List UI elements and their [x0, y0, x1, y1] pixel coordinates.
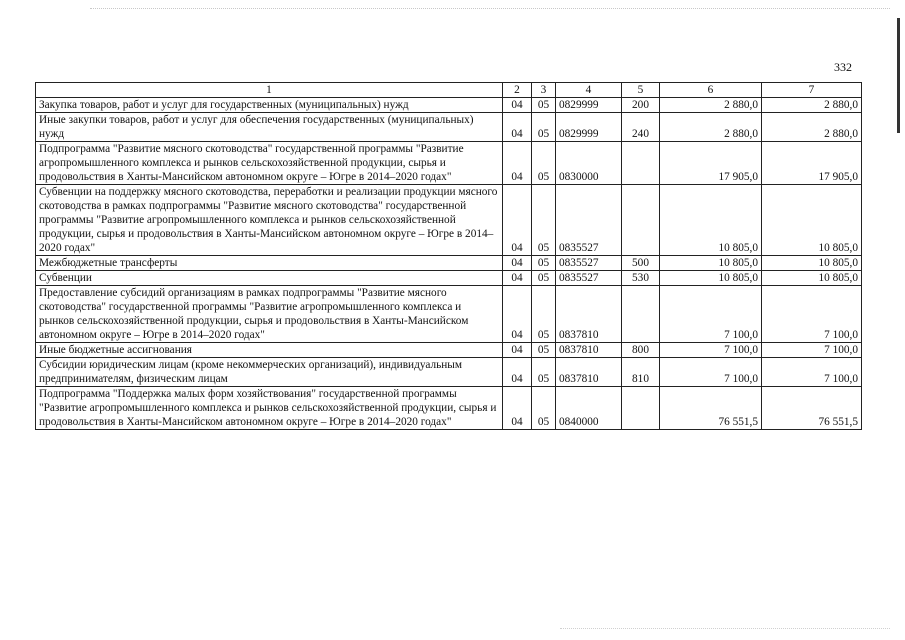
- table-row: [36, 98, 862, 113]
- expense-type-code: 240: [622, 113, 660, 142]
- row-description: Субвенции: [36, 271, 503, 286]
- column-header: 6: [660, 83, 762, 98]
- target-article-code: 0835527: [556, 271, 622, 286]
- amount-col-7: 2 880,0: [762, 98, 862, 113]
- section-code: 04: [503, 256, 532, 271]
- expense-type-code: 200: [622, 98, 660, 113]
- amount-col-7: 7 100,0: [762, 358, 862, 387]
- expense-type-code: 810: [622, 358, 660, 387]
- amount-col-6: 2 880,0: [660, 113, 762, 142]
- row-description: Межбюджетные трансферты: [36, 256, 503, 271]
- column-header: 7: [762, 83, 862, 98]
- subsection-code: 05: [532, 387, 556, 430]
- page-number: 332: [834, 60, 852, 74]
- amount-col-6: 10 805,0: [660, 271, 762, 286]
- expense-type-code: [622, 142, 660, 185]
- expense-type-code: 530: [622, 271, 660, 286]
- table-row: [36, 271, 862, 286]
- section-code: 04: [503, 185, 532, 256]
- amount-col-6: 7 100,0: [660, 343, 762, 358]
- table-header: [36, 83, 862, 98]
- expense-type-code: 800: [622, 343, 660, 358]
- amount-col-7: 10 805,0: [762, 256, 862, 271]
- expense-type-code: [622, 185, 660, 256]
- scan-artifact-edge: [897, 18, 900, 133]
- section-code: 04: [503, 98, 532, 113]
- target-article-code: 0835527: [556, 256, 622, 271]
- column-header: 1: [36, 83, 503, 98]
- amount-col-6: 76 551,5: [660, 387, 762, 430]
- subsection-code: 05: [532, 286, 556, 343]
- section-code: 04: [503, 286, 532, 343]
- row-description: Иные закупки товаров, работ и услуг для обеспечения государственных (муниципальных) нужд: [36, 113, 503, 142]
- amount-col-7: 7 100,0: [762, 286, 862, 343]
- column-header: 4: [556, 83, 622, 98]
- amount-col-7: 2 880,0: [762, 113, 862, 142]
- subsection-code: 05: [532, 185, 556, 256]
- table-row: [36, 343, 862, 358]
- amount-col-6: 17 905,0: [660, 142, 762, 185]
- amount-col-6: 10 805,0: [660, 256, 762, 271]
- table-row: [36, 185, 862, 256]
- target-article-code: 0835527: [556, 185, 622, 256]
- table-row: [36, 286, 862, 343]
- expense-type-code: 500: [622, 256, 660, 271]
- amount-col-7: 76 551,5: [762, 387, 862, 430]
- table-row: [36, 387, 862, 430]
- subsection-code: 05: [532, 343, 556, 358]
- subsection-code: 05: [532, 98, 556, 113]
- amount-col-7: 7 100,0: [762, 343, 862, 358]
- amount-col-6: 10 805,0: [660, 185, 762, 256]
- amount-col-6: 7 100,0: [660, 358, 762, 387]
- subsection-code: 05: [532, 113, 556, 142]
- row-description: Подпрограмма "Развитие мясного скотоводства" государственной программы "Развитие агропромышленного комплекса и рынков сельскохозяйственной продукции, сырья и продовольствия в Ханты-Мансийском автономном округе – Югре в 2014–2020 годах": [36, 142, 503, 185]
- table-row: [36, 256, 862, 271]
- column-header: 2: [503, 83, 532, 98]
- amount-col-7: 10 805,0: [762, 271, 862, 286]
- row-description: Закупка товаров, работ и услуг для государственных (муниципальных) нужд: [36, 98, 503, 113]
- section-code: 04: [503, 343, 532, 358]
- section-code: 04: [503, 113, 532, 142]
- amount-col-6: 2 880,0: [660, 98, 762, 113]
- budget-table: [35, 82, 862, 430]
- target-article-code: 0837810: [556, 358, 622, 387]
- row-description: Подпрограмма "Поддержка малых форм хозяйствования" государственной программы "Развитие агропромышленного комплекса и рынков сельскохозяйственной продукции, сырья и продовольствия в Ханты-Мансийском автономном округе – Югре в 2014–2020 годах": [36, 387, 503, 430]
- column-header: 5: [622, 83, 660, 98]
- row-description: Субвенции на поддержку мясного скотоводства, переработки и реализации продукции мясного скотоводства в рамках подпрограммы "Развитие мясного скотоводства" государственной программы "Развитие агропромышленного комплекса и рынков сельскохозяйственной продукции, сырья и продовольствия в Ханты-Мансийском автономном округе – Югре в 2014–2020 годах": [36, 185, 503, 256]
- amount-col-6: 7 100,0: [660, 286, 762, 343]
- table-row: [36, 142, 862, 185]
- amount-col-7: 17 905,0: [762, 142, 862, 185]
- subsection-code: 05: [532, 142, 556, 185]
- subsection-code: 05: [532, 271, 556, 286]
- scan-artifact-top: [90, 8, 890, 15]
- target-article-code: 0840000: [556, 387, 622, 430]
- expense-type-code: [622, 387, 660, 430]
- section-code: 04: [503, 142, 532, 185]
- table-body: [36, 98, 862, 430]
- target-article-code: 0829999: [556, 113, 622, 142]
- row-description: Предоставление субсидий организациям в рамках подпрограммы "Развитие мясного скотоводства" государственной программы "Развитие агропромышленного комплекса и рынков сельскохозяйственной продукции, сырья и продовольствия в Ханты-Мансийском автономном округе – Югре в 2014–2020 годах": [36, 286, 503, 343]
- header-row: [36, 83, 862, 98]
- target-article-code: 0830000: [556, 142, 622, 185]
- subsection-code: 05: [532, 256, 556, 271]
- row-description: Иные бюджетные ассигнования: [36, 343, 503, 358]
- table-row: [36, 113, 862, 142]
- section-code: 04: [503, 358, 532, 387]
- target-article-code: 0837810: [556, 343, 622, 358]
- section-code: 04: [503, 387, 532, 430]
- section-code: 04: [503, 271, 532, 286]
- scan-artifact-bottom: [560, 628, 890, 633]
- subsection-code: 05: [532, 358, 556, 387]
- table-row: [36, 358, 862, 387]
- column-header: 3: [532, 83, 556, 98]
- amount-col-7: 10 805,0: [762, 185, 862, 256]
- target-article-code: 0837810: [556, 286, 622, 343]
- row-description: Субсидии юридическим лицам (кроме некоммерческих организаций), индивидуальным предпринимателям, физическим лицам: [36, 358, 503, 387]
- expense-type-code: [622, 286, 660, 343]
- target-article-code: 0829999: [556, 98, 622, 113]
